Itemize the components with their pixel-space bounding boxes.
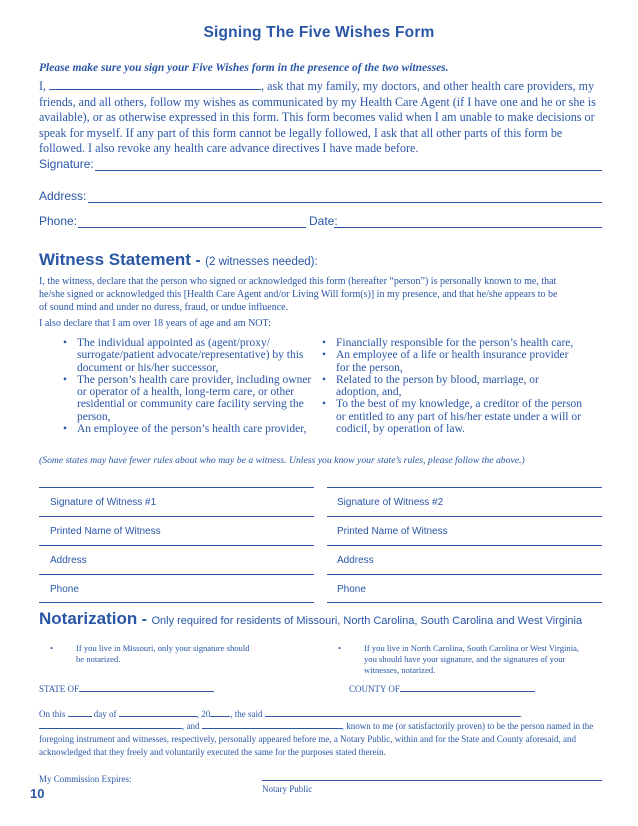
witness1-phone-label: Phone	[50, 584, 79, 595]
witness-over18: I also declare that I am over 18 years of age and am NOT:	[39, 318, 271, 329]
notarial-line-1: On this day of , 20 , the said .	[39, 709, 523, 719]
county-blank[interactable]	[400, 683, 535, 692]
witness1-signature-label: Signature of Witness #1	[50, 497, 157, 508]
witness-footnote: (Some states may have fewer rules about who may be a witness. Unless you know your state’s rules, please follow the above.)	[39, 455, 525, 466]
notarization-heading-dash: -	[137, 611, 152, 628]
declaration-paragraph	[39, 78, 605, 157]
declaration-lead: I,	[39, 79, 47, 93]
witness-intro: I, the witness, declare that the person who signed or acknowledged this form (hereafter “person”) is personally known to me, that he/she signed or acknowledged this [Health Care Agent and/or Living Will form(s)] in my presence, and that he/she appears to be of sound mind and under no duress, fraud, or undue influence.	[39, 276, 558, 313]
witness2-printed-label: Printed Name of Witness	[337, 526, 448, 537]
witness2-bottom-line	[327, 602, 602, 603]
witness-heading-block	[39, 250, 318, 270]
notarization-heading: Notarization	[39, 609, 138, 628]
notary-signature-line[interactable]	[262, 780, 602, 781]
notarial-line-2: , and , known to me (or satisfactorily proven) to be the person named in the	[39, 720, 593, 731]
witness1-address-label: Address	[50, 555, 87, 566]
year-blank[interactable]	[210, 708, 230, 717]
declaration-text: , ask that my family, my doctors, and other health care providers, my friends, and all others, follow my wishes as communicated by my Health Care Agent (if I have one and he or she is available), or as otherwise expressed in this form. This form becomes valid when I am unable to make decisions or speak for myself. If any part of this form cannot be legally followed, I ask that all other parts of this form be followed. I also revoke any health care advance directives I have made before.	[39, 79, 596, 155]
notarial-body: foregoing instrument and witnesses, respectively, personally appeared before me, a Notary Public, within and for the State and County aforesaid, and acknowledged that they freely and voluntarily executed the same for the purposes stated therein.	[39, 734, 577, 757]
witness2-signature-label: Signature of Witness #2	[337, 497, 444, 508]
page-number: 10	[30, 786, 45, 801]
list-item: • The person’s health care provider, including owner or operator of a health, long-term care, or other residential or community care facility serving the person,	[63, 373, 312, 423]
witness2-address-line[interactable]	[327, 545, 602, 546]
address-label: Address:	[39, 189, 87, 203]
principal-name-blank[interactable]	[265, 708, 520, 717]
commission-expires-label: My Commission Expires:	[39, 774, 132, 784]
witness-heading-dash: -	[190, 252, 206, 269]
state-label: STATE OF	[39, 684, 80, 694]
name-blank[interactable]	[49, 78, 261, 90]
list-item: • Financially responsible for the person’s health care,	[322, 337, 574, 349]
list-item: • To the best of my knowledge, a creditor of the person or entitled to any part of his/her estate under a will or codicil, by operation of law.	[322, 398, 583, 436]
witness1-phone-line[interactable]	[39, 574, 314, 575]
witness-left-list	[63, 337, 313, 435]
witness-heading-note: (2 witnesses needed):	[205, 256, 318, 268]
county-label: COUNTY OF	[349, 684, 400, 694]
phone-label: Phone:	[39, 214, 78, 228]
state-field	[39, 683, 214, 694]
page-title: Signing The Five Wishes Form	[203, 24, 435, 41]
list-item: • An employee of the person’s health care provider,	[63, 423, 307, 436]
notarization-right-bullet: • If you live in North Carolina, South Carolina or West Virginia, you should have your signature, and the signatures of your witnesses, notarized.	[338, 643, 580, 675]
signature-line[interactable]	[95, 170, 602, 171]
bullet-icon: •	[50, 643, 54, 653]
signature-label: Signature:	[39, 157, 94, 171]
witness2-address-label: Address	[337, 555, 374, 566]
witness1-printed-line[interactable]	[39, 516, 314, 517]
witness1-address-line[interactable]	[39, 545, 314, 546]
bullet-icon: •	[338, 643, 342, 653]
witness1-printed-label: Printed Name of Witness	[50, 526, 161, 537]
instruction-text: Please make sure you sign your Five Wishes form in the presence of the two witnesses.	[39, 62, 449, 74]
day-blank[interactable]	[68, 708, 92, 717]
list-item: • Related to the person by blood, marriage, or adoption, and,	[322, 373, 539, 399]
witness2-name-blank[interactable]	[202, 720, 342, 729]
witness2-phone-label: Phone	[337, 584, 366, 595]
witness2-signature-line[interactable]	[327, 487, 602, 488]
month-blank[interactable]	[119, 708, 197, 717]
address-line[interactable]	[88, 202, 602, 203]
phone-line[interactable]	[78, 227, 306, 228]
witness1-signature-line[interactable]	[39, 487, 314, 488]
notarization-note: Only required for residents of Missouri, North Carolina, South Carolina and West Virginia	[151, 615, 583, 627]
witness-heading: Witness Statement	[39, 250, 191, 269]
notarization-heading-block	[39, 609, 582, 629]
witness-right-list	[322, 337, 584, 435]
witness1-name-blank[interactable]	[39, 720, 182, 729]
list-item: • The individual appointed as (agent/proxy/ surrogate/patient advocate/representative) by this document or his/her successor,	[63, 337, 304, 374]
notarization-left-bullet: • If you live in Missouri, only your signature should be notarized.	[50, 643, 250, 664]
list-item: • An employee of a life or health insurance provider for the person,	[322, 349, 569, 374]
notary-public-label: Notary Public	[262, 784, 313, 794]
witness2-phone-line[interactable]	[327, 574, 602, 575]
date-label: Date:	[309, 214, 338, 228]
state-blank[interactable]	[79, 683, 214, 692]
witness2-printed-line[interactable]	[327, 516, 602, 517]
county-field	[349, 683, 535, 694]
witness1-bottom-line	[39, 602, 314, 603]
date-line[interactable]	[334, 227, 602, 228]
